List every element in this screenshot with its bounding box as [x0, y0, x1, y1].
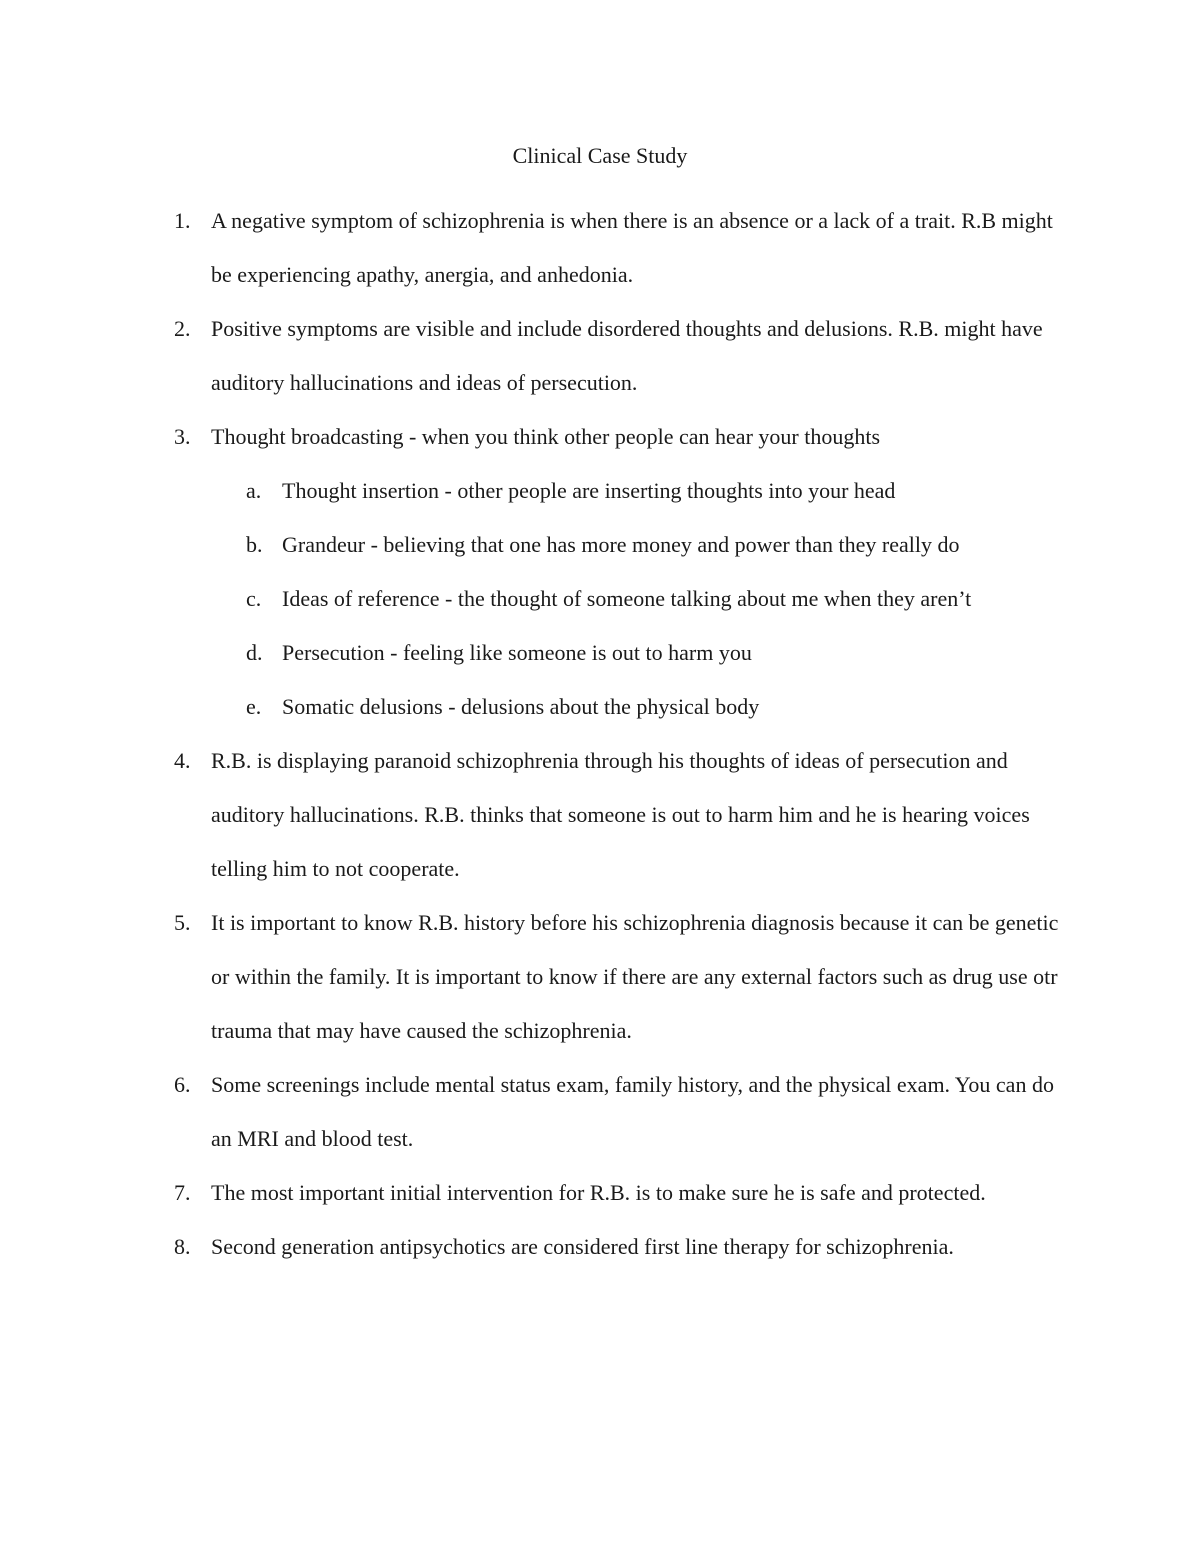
- list-item-text: It is important to know R.B. history before his schizophrenia diagnosis because it can be genetic or within the family. It is important to know if there are any external factors such as drug use otr trauma that may have caused the schizophrenia.: [211, 910, 1059, 1043]
- list-item-text: Thought broadcasting - when you think other people can hear your thoughts: [211, 424, 881, 449]
- sublist-item-text: Persecution - feeling like someone is out to harm you: [282, 640, 752, 665]
- list-item-text: A negative symptom of schizophrenia is when there is an absence or a lack of a trait. R.B might be experiencing apathy, anergia, and anhedonia.: [211, 208, 1053, 287]
- list-item-number: 7.: [174, 1180, 191, 1205]
- list-item: [0, 734, 1061, 896]
- sublist-item-text: Somatic delusions - delusions about the physical body: [282, 694, 760, 719]
- sublist-item: [211, 572, 1061, 626]
- list-item-number: 3.: [174, 424, 191, 449]
- sublist-item: [211, 464, 1061, 518]
- list-item: [0, 1220, 1061, 1274]
- sublist-item-letter: c.: [246, 586, 262, 611]
- document-title: Clinical Case Study: [512, 143, 688, 168]
- list-item-number: 4.: [174, 748, 191, 773]
- list-item-text: Second generation antipsychotics are considered first line therapy for schizophrenia.: [211, 1234, 954, 1259]
- list-item: [0, 1058, 1061, 1166]
- list-item: [0, 194, 1061, 302]
- list-item-number: 2.: [174, 316, 191, 341]
- list-item: [0, 410, 1061, 734]
- list-item-text: Some screenings include mental status exam, family history, and the physical exam. You can do an MRI and blood test.: [211, 1072, 1054, 1151]
- lettered-sublist: [211, 464, 1061, 734]
- numbered-list: [0, 194, 1200, 1274]
- list-item: [0, 302, 1061, 410]
- list-item-text: R.B. is displaying paranoid schizophrenia through his thoughts of ideas of persecution and auditory hallucinations. R.B. thinks that someone is out to harm him and he is hearing voices telling him to not cooperate.: [211, 748, 1030, 881]
- sublist-item: [211, 626, 1061, 680]
- sublist-item: [211, 518, 1061, 572]
- sublist-item-letter: a.: [246, 478, 262, 503]
- sublist-item-letter: b.: [246, 532, 263, 557]
- sublist-item-text: Ideas of reference - the thought of someone talking about me when they aren’t: [282, 586, 972, 611]
- sublist-item-text: Grandeur - believing that one has more money and power than they really do: [282, 532, 960, 557]
- list-item: [0, 1166, 1061, 1220]
- sublist-item-letter: e.: [246, 694, 262, 719]
- sublist-item: [211, 680, 1061, 734]
- list-item: [0, 896, 1061, 1058]
- list-item-number: 5.: [174, 910, 191, 935]
- sublist-item-text: Thought insertion - other people are inserting thoughts into your head: [282, 478, 896, 503]
- list-item-number: 6.: [174, 1072, 191, 1097]
- list-item-text: The most important initial intervention for R.B. is to make sure he is safe and protected.: [211, 1180, 986, 1205]
- list-item-number: 1.: [174, 208, 191, 233]
- list-item-text: Positive symptoms are visible and include disordered thoughts and delusions. R.B. might have auditory hallucinations and ideas of persecution.: [211, 316, 1043, 395]
- sublist-item-letter: d.: [246, 640, 263, 665]
- list-item-number: 8.: [174, 1234, 191, 1259]
